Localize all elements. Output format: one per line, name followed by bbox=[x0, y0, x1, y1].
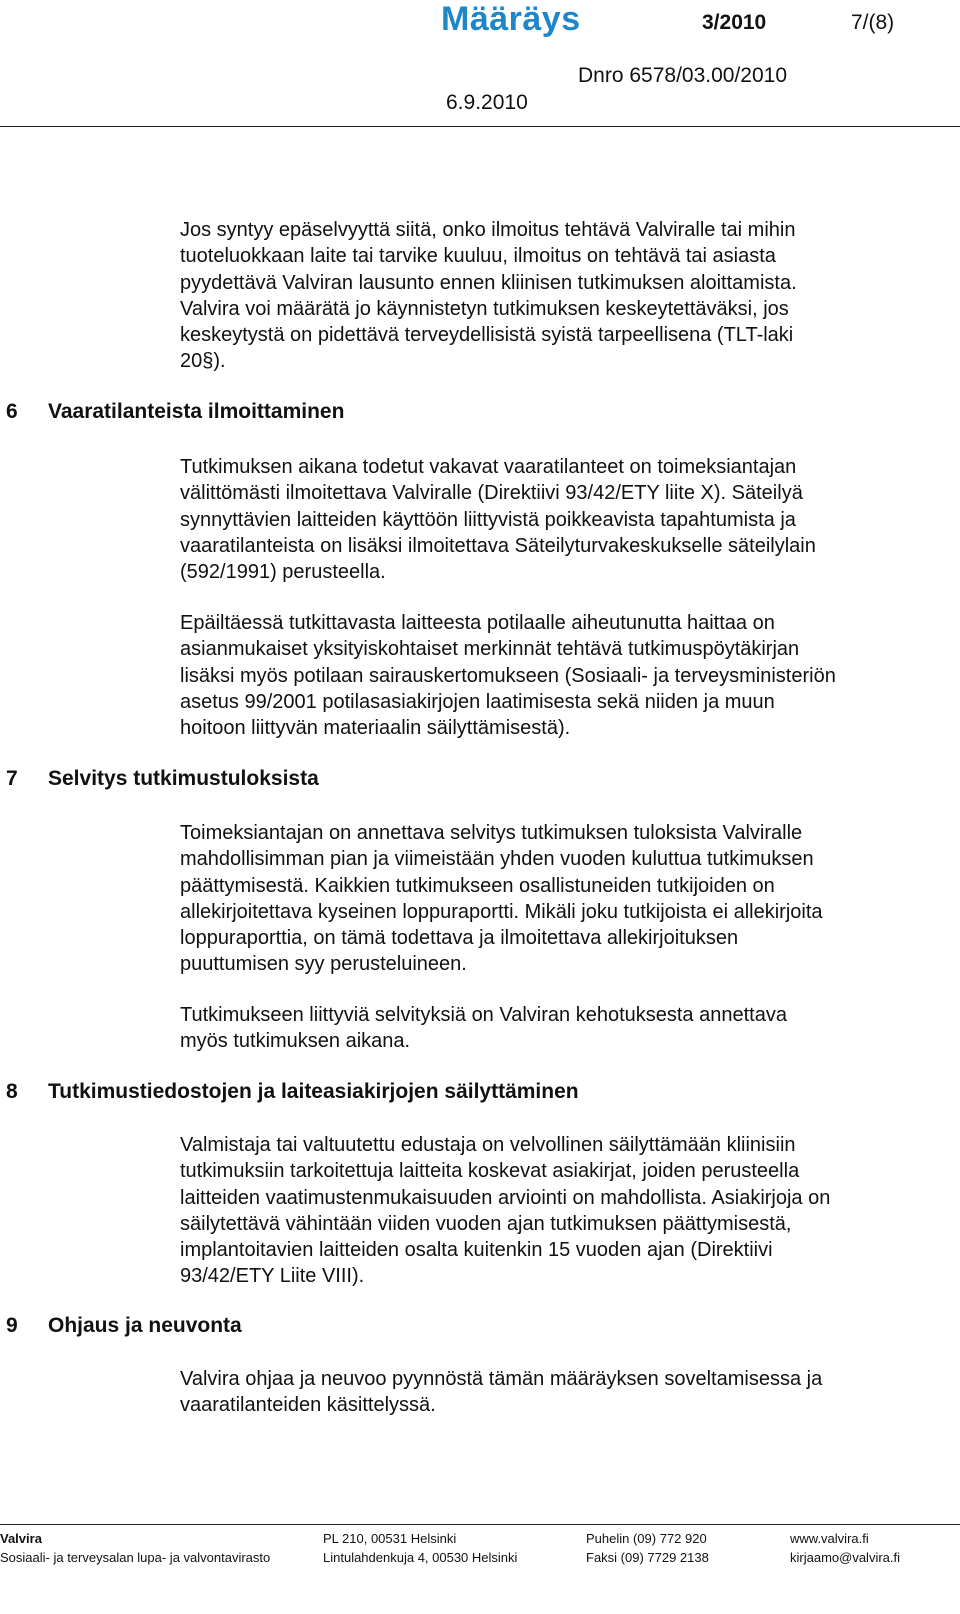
text-line: hoitoon liittyvän materiaalin säilyttämisestä). bbox=[180, 717, 571, 740]
text-line: päättymisestä. Kaikkien tutkimukseen osallistuneiden tutkijoiden on bbox=[180, 874, 775, 897]
text-line: pyydettävä Valviran lausunto ennen kliinisen tutkimuksen aloittamista. bbox=[180, 271, 797, 294]
section-9-heading bbox=[6, 1314, 242, 1338]
page-number: 7/(8) bbox=[851, 11, 895, 34]
section-8-paragraph-1 bbox=[180, 1132, 940, 1290]
section-title: Ohjaus ja neuvonta bbox=[48, 1314, 242, 1337]
section-title: Vaaratilanteista ilmoittaminen bbox=[48, 400, 345, 423]
section-title: Selvitys tutkimustuloksista bbox=[48, 767, 319, 790]
section-7-paragraph-1 bbox=[180, 820, 940, 978]
section-title: Tutkimustiedostojen ja laiteasiakirjojen säilyttäminen bbox=[48, 1080, 579, 1103]
text-line: Tutkimukseen liittyviä selvityksiä on Valviran kehotuksesta annettava bbox=[180, 1004, 787, 1026]
text-line: synnyttävien laitteiden käyttöön liittyvistä poikkeavista tapahtumista ja bbox=[180, 508, 796, 531]
text-line: laitteiden vaatimustenmukaisuuden arviointi on mahdollista. Asiakirjoja on bbox=[180, 1186, 831, 1209]
text-line: asianmukaiset yksityiskohtaiset merkinnät tehtävä tutkimuspöytäkirjan bbox=[180, 638, 800, 661]
text-line: mahdollisimman pian ja viimeistään yhden vuoden kuluttua tutkimuksen bbox=[180, 848, 814, 871]
text-line: 93/42/ETY Liite VIII). bbox=[180, 1265, 365, 1288]
footer-divider bbox=[0, 1524, 960, 1525]
footer-phone: Puhelin (09) 772 920 bbox=[586, 1531, 707, 1546]
reference-number: Dnro 6578/03.00/2010 bbox=[578, 64, 788, 87]
header-divider bbox=[0, 126, 960, 127]
text-line: Epäiltäessä tutkittavasta laitteesta potilaalle aiheutunutta haittaa on bbox=[180, 612, 775, 634]
text-line: (592/1991) perusteella. bbox=[180, 561, 386, 584]
text-line: säilytettävä vähintään viiden vuoden ajan tutkimuksen päättymisestä, bbox=[180, 1212, 792, 1235]
text-line: allekirjoitettava kyseinen loppuraportti. Mikäli joku tutkijoista ei allekirjoita bbox=[180, 900, 823, 923]
section-6-paragraph-1 bbox=[180, 454, 940, 585]
document-date: 6.9.2010 bbox=[446, 91, 528, 114]
text-line: vaaratilanteista on lisäksi ilmoitettava Säteilyturvakeskukselle säteilylain bbox=[180, 534, 816, 557]
section-9-paragraph-1 bbox=[180, 1366, 940, 1419]
footer-email-link[interactable]: kirjaamo@valvira.fi bbox=[790, 1550, 900, 1565]
footer-postal-address: PL 210, 00531 Helsinki bbox=[323, 1531, 457, 1546]
text-line: tutkimuksiin tarkoitettuja laitteita koskevat asiakirjat, joiden perusteella bbox=[180, 1160, 800, 1183]
section-7-heading bbox=[6, 767, 319, 791]
text-line: myös tutkimuksen aikana. bbox=[180, 1030, 411, 1053]
text-line: Valvira voi määrätä jo käynnistetyn tutkimuksen keskeytettäväksi, jos bbox=[180, 297, 789, 320]
footer-org-name: Valvira bbox=[0, 1531, 42, 1546]
section-number: 9 bbox=[6, 1314, 18, 1337]
text-line: asetus 99/2001 potilasasiakirjojen laatimisesta sekä niiden ja muun bbox=[180, 690, 775, 713]
footer-website-link[interactable]: www.valvira.fi bbox=[790, 1531, 869, 1546]
section-6-paragraph-2 bbox=[180, 610, 940, 741]
section-8-heading bbox=[6, 1080, 579, 1104]
regulation-number: 3/2010 bbox=[702, 11, 767, 34]
text-line: Valvira ohjaa ja neuvoo pyynnöstä tämän määräyksen soveltamisessa ja bbox=[180, 1368, 823, 1390]
section-7-paragraph-2 bbox=[180, 1002, 940, 1055]
text-line: välittömästi ilmoitettava Valviralle (Direktiivi 93/42/ETY liite X). Säteilyä bbox=[180, 482, 803, 505]
text-line: Jos syntyy epäselvyyttä siitä, onko ilmoitus tehtävä Valviralle tai mihin bbox=[180, 219, 796, 241]
section-number: 8 bbox=[6, 1080, 18, 1103]
section-number: 7 bbox=[6, 767, 18, 790]
text-line: Tutkimuksen aikana todetut vakavat vaaratilanteet on toimeksiantajan bbox=[180, 456, 797, 478]
text-line: Valmistaja tai valtuutettu edustaja on velvollinen säilyttämään kliinisiin bbox=[180, 1134, 796, 1156]
footer-org-full: Sosiaali- ja terveysalan lupa- ja valvontavirasto bbox=[0, 1550, 271, 1565]
intro-paragraph bbox=[180, 217, 940, 375]
text-line: vaaratilanteiden käsittelyssä. bbox=[180, 1394, 436, 1417]
footer-fax: Faksi (09) 7729 2138 bbox=[586, 1550, 709, 1565]
document-title: Määräys bbox=[441, 0, 581, 38]
text-line: 20§). bbox=[180, 350, 226, 373]
section-number: 6 bbox=[6, 400, 18, 423]
text-line: keskeytystä on pidettävä terveydellisistä syistä tarpeellisena (TLT-laki bbox=[180, 324, 794, 347]
text-line: implantoitavien laitteiden osalta kuitenkin 15 vuoden ajan (Direktiivi bbox=[180, 1239, 773, 1262]
text-line: lisäksi myös potilaan sairauskertomukseen (Sosiaali- ja terveysministeriön bbox=[180, 664, 836, 687]
section-6-heading bbox=[6, 400, 344, 424]
footer-street-address: Lintulahdenkuja 4, 00530 Helsinki bbox=[323, 1550, 518, 1565]
text-line: puuttumisen syy perusteluineen. bbox=[180, 953, 467, 976]
text-line: tuoteluokkaan laite tai tarvike kuuluu, ilmoitus on tehtävä tai asiasta bbox=[180, 245, 776, 268]
text-line: loppuraporttia, on tämä todettava ja ilmoitettava allekirjoituksen bbox=[180, 927, 739, 950]
text-line: Toimeksiantajan on annettava selvitys tutkimuksen tuloksista Valviralle bbox=[180, 822, 803, 844]
